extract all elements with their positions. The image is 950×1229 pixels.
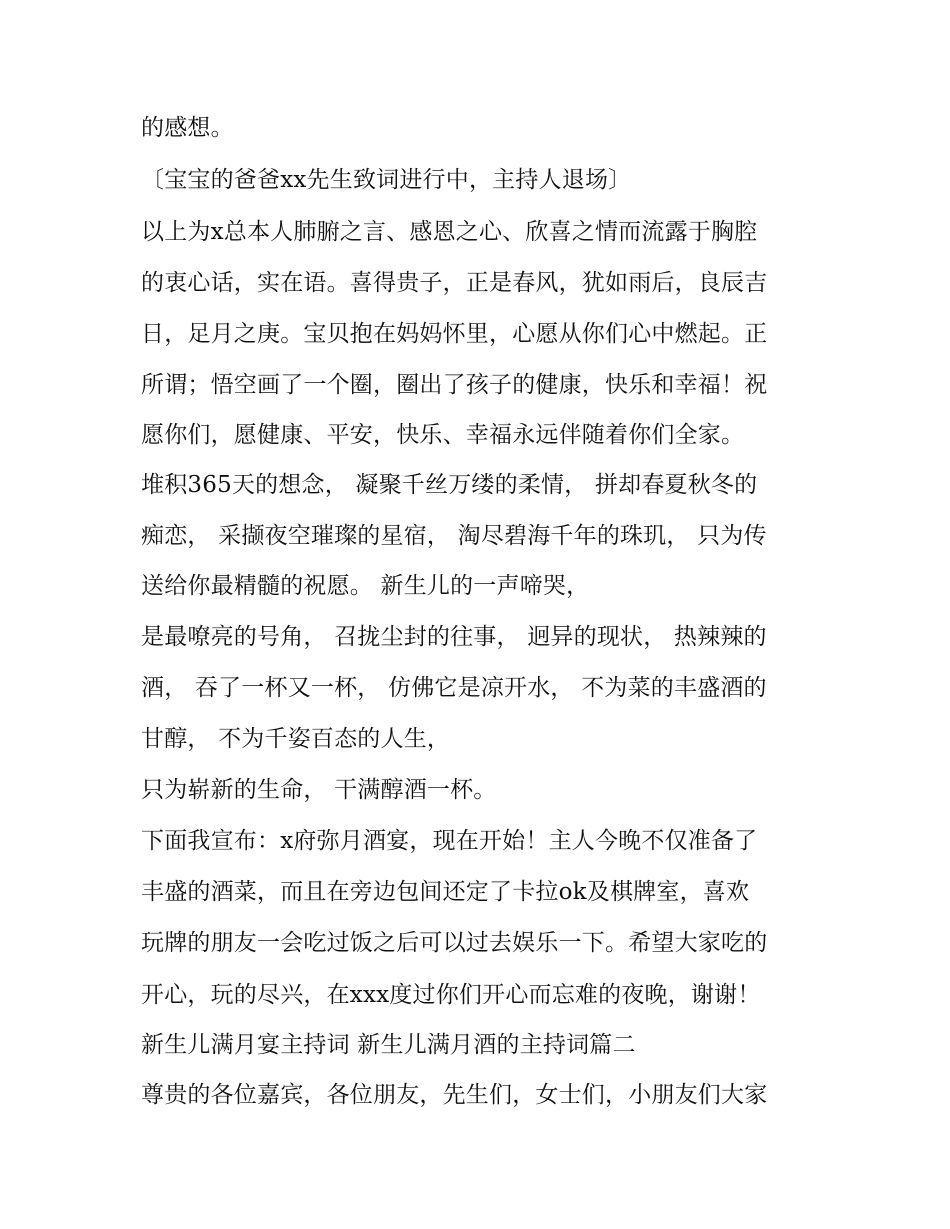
text-line: 只为崭新的生命， 干满醇酒一杯。 bbox=[141, 777, 497, 803]
text-line: 的衷心话，实在语。喜得贵子，正是春风，犹如雨后，良辰吉 bbox=[141, 270, 768, 296]
text-line: 甘醇， 不为千姿百态的人生， bbox=[141, 726, 451, 752]
text-line: 所谓；悟空画了一个圈，圈出了孩子的健康，快乐和幸福！祝 bbox=[141, 372, 768, 398]
text-line: 愿你们，愿健康、平安，快乐、幸福永远伴随着你们全家。 bbox=[141, 422, 745, 448]
text-line: 是最嘹亮的号角， 召拢尘封的往事， 迥异的现状， 热辣辣的 bbox=[141, 624, 767, 650]
text-line: 下面我宣布：x府弥月酒宴，现在开始！主人今晚不仅准备了 bbox=[141, 828, 758, 854]
text-line: 堆积365天的想念， 凝聚千丝万缕的柔情， 拼却春夏秋冬的 bbox=[141, 472, 758, 498]
text-line: 送给你最精髓的祝愿。 新生儿的一声啼哭， bbox=[141, 573, 590, 599]
text-line: 酒， 吞了一杯又一杯， 仿佛它是凉开水， 不为菜的丰盛酒的 bbox=[141, 675, 767, 701]
text-line: 丰盛的酒菜，而且在旁边包间还定了卡拉ok及棋牌室，喜欢 bbox=[141, 879, 750, 905]
text-line: 〔宝宝的爸爸xx先生致词进行中，主持人退场〕 bbox=[141, 167, 632, 193]
text-line: 日，足月之庚。宝贝抱在妈妈怀里，心愿从你们心中燃起。正 bbox=[141, 321, 768, 347]
text-line: 尊贵的各位嘉宾，各位朋友，先生们，女士们，小朋友们大家 bbox=[141, 1082, 768, 1108]
text-line: 玩牌的朋友一会吃过饭之后可以过去娱乐一下。希望大家吃的 bbox=[141, 930, 768, 956]
text-line: 痴恋， 采撷夜空璀璨的星宿， 淘尽碧海千年的珠玑， 只为传 bbox=[141, 523, 767, 549]
section-heading: 新生儿满月宴主持词 新生儿满月酒的主持词篇二 bbox=[141, 1032, 636, 1058]
text-line: 以上为x总本人肺腑之言、感恩之心、欣喜之情而流露于胸腔 bbox=[141, 219, 758, 245]
text-line: 的感想。 bbox=[141, 115, 234, 141]
text-line: 开心，玩的尽兴，在xxx度过你们开心而忘难的夜晚，谢谢！ bbox=[141, 982, 761, 1008]
